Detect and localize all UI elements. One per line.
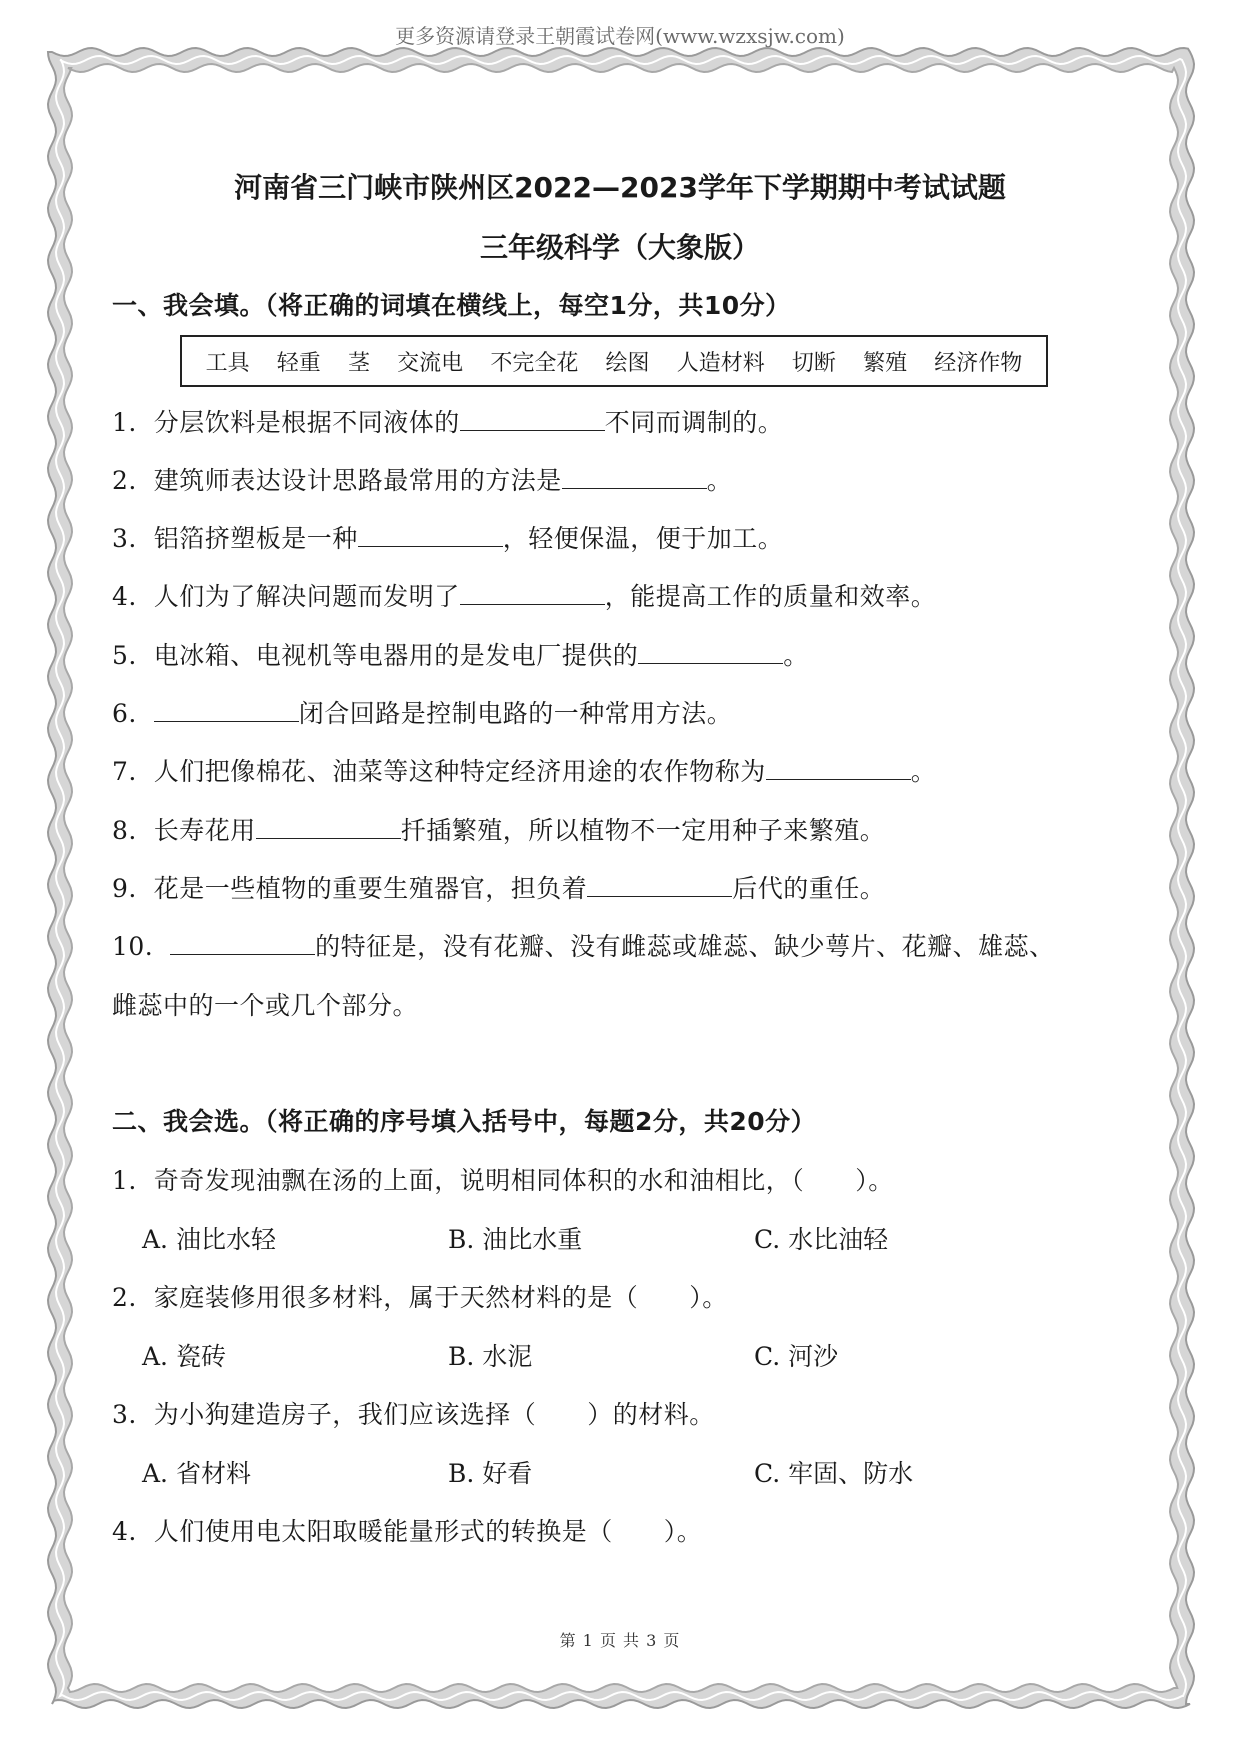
choice-question-1: 1. 奇奇发现油飘在汤的上面，说明相同体积的水和油相比，（ ）。 [112, 1166, 894, 1195]
answer-blank[interactable] [170, 932, 315, 955]
fill-question-10-continued: 雌蕊中的一个或几个部分。 [112, 991, 419, 1020]
fill-question-8: 8. 长寿花用 扦插繁殖，所以植物不一定用种子来繁殖。 [112, 816, 886, 845]
section1-heading: 一、我会填。（将正确的词填在横线上，每空1分，共10分） [112, 291, 791, 320]
answer-blank[interactable] [766, 757, 911, 780]
answer-blank[interactable] [460, 408, 605, 431]
word-bank-item: 工具 [205, 350, 250, 376]
fill-question-5: 5. 电冰箱、电视机等电器用的是发电厂提供的 。 [112, 641, 809, 670]
fill-question-7: 7. 人们把像棉花、油菜等这种特定经济用途的农作物称为 。 [112, 757, 937, 786]
exam-title: 河南省三门峡市陕州区2022—2023学年下学期期中考试试题 [234, 171, 1006, 204]
fill-question-10: 10. 的特征是，没有花瓣、没有雌蕊或雄蕊、缺少萼片、花瓣、雄蕊、 [112, 932, 1055, 961]
option-c[interactable]: C. 河沙 [754, 1342, 839, 1371]
fill-question-6: 6. 闭合回路是控制电路的一种常用方法。 [112, 699, 733, 728]
choice-question-2: 2. 家庭装修用很多材料，属于天然材料的是（ ）。 [112, 1283, 728, 1312]
option-b[interactable]: B. 好看 [448, 1459, 533, 1488]
fill-question-9: 9. 花是一些植物的重要生殖器官，担负着 后代的重任。 [112, 874, 886, 903]
word-bank-item: 切断 [791, 350, 836, 376]
word-bank-item: 绘图 [605, 350, 650, 376]
fill-question-3: 3. 铝箔挤塑板是一种 ，轻便保温，便于加工。 [112, 524, 784, 553]
option-c[interactable]: C. 牢固、防水 [754, 1459, 914, 1488]
answer-blank[interactable] [154, 699, 299, 722]
answer-blank[interactable] [562, 466, 707, 489]
answer-blank[interactable] [460, 582, 605, 605]
choice-question-3: 3. 为小狗建造房子，我们应该选择（ ）的材料。 [112, 1400, 715, 1429]
word-bank-item: 经济作物 [934, 350, 1023, 376]
word-bank-box [180, 335, 1048, 387]
word-bank-item: 交流电 [397, 350, 464, 376]
exam-subtitle: 三年级科学（大象版） [479, 231, 760, 264]
answer-blank[interactable] [256, 816, 401, 839]
site-watermark: 更多资源请登录王朝霞试卷网(www.wzxsjw.com) [395, 24, 845, 48]
fill-question-1: 1. 分层饮料是根据不同液体的 不同而调制的。 [112, 408, 784, 437]
page-number: 第 1 页 共 3 页 [559, 1631, 681, 1650]
option-a[interactable]: A. 省材料 [142, 1459, 251, 1488]
choice-question-4: 4. 人们使用电太阳取暖能量形式的转换是（ ）。 [112, 1517, 703, 1546]
answer-blank[interactable] [358, 524, 503, 547]
option-b[interactable]: B. 油比水重 [448, 1225, 583, 1254]
word-bank-item: 茎 [347, 350, 370, 376]
word-bank-item: 轻重 [276, 350, 321, 376]
answer-blank[interactable] [638, 641, 783, 664]
word-bank-item: 人造材料 [676, 350, 765, 376]
option-c[interactable]: C. 水比油轻 [754, 1225, 889, 1254]
word-bank-item: 繁殖 [863, 350, 908, 376]
option-a[interactable]: A. 瓷砖 [142, 1342, 226, 1371]
answer-blank[interactable] [587, 874, 732, 897]
fill-question-2: 2. 建筑师表达设计思路最常用的方法是 。 [112, 466, 733, 495]
word-bank-item: 不完全花 [490, 350, 579, 376]
section2-heading: 二、我会选。（将正确的序号填入括号中，每题2分，共20分） [112, 1107, 817, 1136]
option-b[interactable]: B. 水泥 [448, 1342, 533, 1371]
fill-question-4: 4. 人们为了解决问题而发明了 ，能提高工作的质量和效率。 [112, 582, 937, 611]
option-a[interactable]: A. 油比水轻 [142, 1225, 276, 1254]
